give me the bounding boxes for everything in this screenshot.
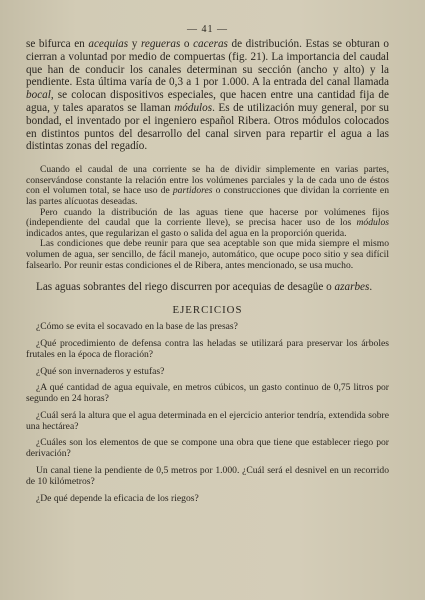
- paragraph-modulos: [26, 208, 389, 240]
- exercise-question: ¿De qué depende la eficacia de los riegos?: [36, 492, 199, 504]
- italic-term: partidores: [172, 185, 213, 197]
- exercise-question: ¿Qué son invernaderos y estufas?: [36, 365, 165, 377]
- text-run: . Es de utilización muy general, por su bondad, el inventado por el ingeniero español Ribera. Otros módulos colocados en distintos puntos del desarrollo del canal sirven para repartir el agua a las distintas zonas del regadío.: [26, 101, 389, 153]
- italic-term: caceras: [193, 38, 228, 50]
- italic-term: bocal: [26, 89, 51, 102]
- italic-term: acequias: [88, 38, 129, 50]
- text-run: .: [369, 281, 373, 294]
- paragraph-partidores: [26, 165, 389, 207]
- italic-term: módulos: [356, 217, 389, 229]
- italic-term: módulos: [174, 101, 213, 114]
- italic-term: azarbes: [334, 281, 370, 294]
- text-run: Las condiciones que debe reunir para que sea aceptable son que mida siempre el mismo volumen de agua, ser sencillo, de fácil manejo, automático, que ocupe poco sitio y sea difícil falsearlo. Por reunir estas condiciones el de Ribera, antes mencionado, se usa mucho.: [26, 238, 389, 271]
- exercise-question: ¿Cuáles son los elementos de que se compone una obra que tiene que establecer riego por derivación?: [26, 437, 389, 460]
- text-run: de distribución. Estas se obturan o cierran a voluntad por medio de compuertas (fig. 21). La importancia del caudal que han de conducir los canales determinan su sección (ancho y alto) y la pendiente. Esta última varía de 0,3 a 1 por 1.000. A la entrada del canal llamada: [26, 38, 389, 89]
- text-run: Las aguas sobrantes del riego discurren por acequias de desagüe o: [36, 281, 335, 294]
- paragraph-canal-distribution: [26, 38, 389, 153]
- text-run: o: [180, 38, 194, 50]
- text-run: y: [128, 38, 141, 50]
- text-run: Pero cuando la distribución de las aguas tiene que hacerse por volúmenes fijos (independiente del caudal que la corriente lleve), se precisa hacer uso de los: [26, 206, 389, 229]
- exercises-list: [26, 322, 389, 504]
- text-run: Cuando el caudal de una corriente se ha de dividir simplemente en varias partes, conservándose constante la relación entre los volúmenes parciales y la de cada uno de éstos con el volumen total, se hace uso de: [26, 164, 389, 197]
- exercise-question: ¿A qué cantidad de agua equivale, en metros cúbicos, un gasto continuo de 0,75 litros por segundo en 24 horas?: [26, 382, 389, 405]
- exercises-heading: EJERCICIOS: [172, 304, 243, 317]
- paragraph-azarbes: [26, 281, 389, 294]
- exercise-question: ¿Cuál será la altura que el agua determinada en el ejercicio anterior tendría, extendida sobre una hectárea?: [26, 409, 389, 432]
- text-run: o construcciones que dividan la corriente en las partes alícuotas deseadas.: [26, 185, 389, 207]
- text-run: indicados antes, que regularizan el gasto o salida del agua en la proporción querida.: [26, 227, 347, 239]
- italic-term: regueras: [140, 38, 181, 50]
- paragraph-conditions: [26, 239, 389, 271]
- exercise-question: Un canal tiene la pendiente de 0,5 metros por 1.000. ¿Cuál será el desnivel en un recorrido de 10 kilómetros?: [26, 465, 389, 487]
- exercise-question: ¿Qué procedimiento de defensa contra las heladas se utilizará para preservar los árboles frutales en la época de floración?: [26, 337, 389, 360]
- exercise-question: ¿Cómo se evita el socavado en la base de las presas?: [36, 321, 238, 333]
- text-run: se bifurca en: [26, 38, 89, 50]
- text-run: , se colocan dispositivos especiales, que hacen entre una cantidad fija de agua, y tales aparatos se llaman: [26, 89, 389, 114]
- page-number: — 41 —: [187, 24, 228, 35]
